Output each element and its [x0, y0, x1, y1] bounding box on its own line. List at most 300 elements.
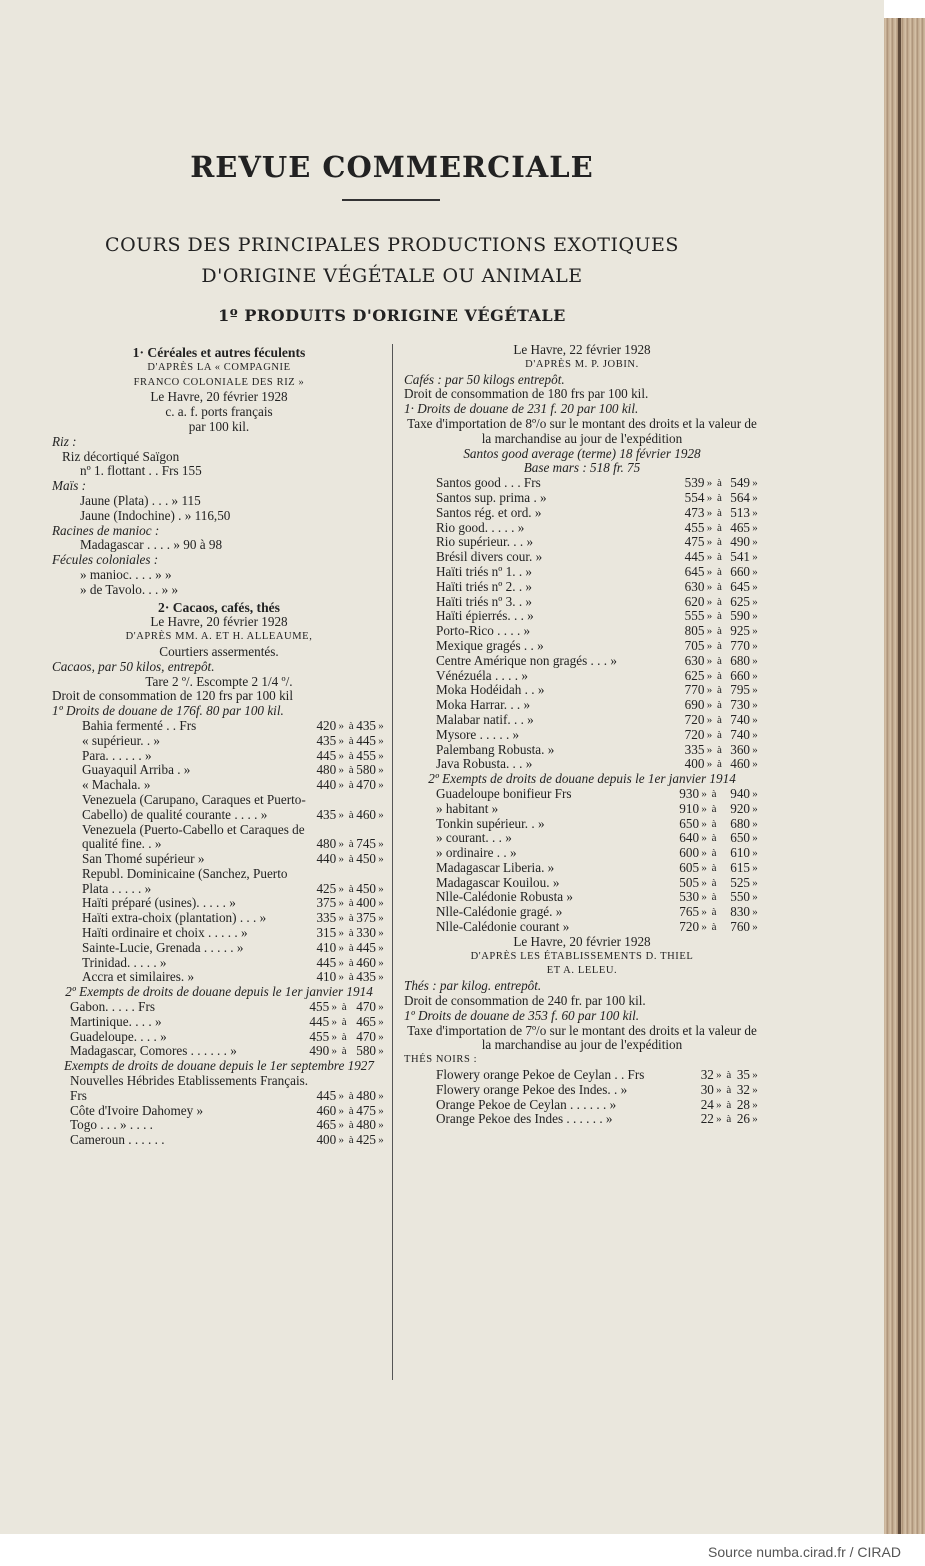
price-row — [404, 580, 760, 595]
price-name: Nlle-Calédonie Robusta » — [436, 889, 573, 905]
ditto-mark: » — [706, 551, 713, 564]
price-to: 425 — [356, 1132, 376, 1148]
price-name: Venezuela (Puerto-Cabello et Caraques de qualité fine. . » — [82, 821, 305, 852]
price-row — [404, 1083, 760, 1098]
cacaos-exempt2-table — [52, 1074, 386, 1148]
price-from: 410 — [316, 969, 337, 985]
price-row — [52, 749, 386, 764]
price-name: Malabar natif. . . » — [436, 711, 534, 727]
ditto-mark: » — [701, 921, 707, 934]
ditto-mark: » — [338, 927, 344, 940]
ditto-mark: » — [752, 817, 758, 830]
price-name: Santos rég. et ord. » — [436, 504, 542, 520]
price-name: Nlle-Calédonie gragé. » — [436, 904, 563, 920]
ditto-mark: » — [706, 595, 713, 608]
ditto-mark: » — [338, 734, 344, 747]
ditto-mark: » — [338, 808, 344, 821]
price-from: 720 — [684, 726, 705, 742]
ditto-mark: » — [378, 1030, 384, 1043]
price-from: 32 — [700, 1067, 714, 1083]
price-to: 925 — [730, 623, 750, 639]
price-name: Trinidad. . . . . » — [82, 954, 167, 970]
price-to: 550 — [730, 889, 750, 905]
price-name: Madagascar Liberia. » — [436, 859, 555, 875]
a-mark: à — [716, 491, 722, 504]
cacaos-exempt2-heading: Exempts de droits de douane depuis le 1er septembre 1927 — [64, 1058, 374, 1074]
ditto-mark: » — [701, 802, 707, 815]
manioc-label: Racines de manioc : — [52, 522, 160, 538]
price-row — [52, 778, 386, 793]
price-from: 505 — [679, 874, 700, 890]
ditto-mark: » — [752, 861, 758, 874]
ditto-mark: » — [716, 1083, 722, 1096]
ditto-mark: » — [752, 921, 758, 934]
ditto-mark: » — [378, 779, 384, 792]
price-to: 445 — [356, 939, 376, 955]
cacaos-terms-2: Tare 2 º/. Escompte 2 1/4 º/. — [145, 673, 293, 689]
ditto-mark: » — [752, 699, 758, 712]
price-row — [404, 595, 760, 610]
a-mark: à — [716, 654, 722, 667]
a-mark: à — [348, 1089, 354, 1102]
ditto-mark: » — [338, 971, 344, 984]
section-heading: 1º PRODUITS D'ORIGINE VÉGÉTALE — [218, 306, 566, 325]
price-to: 795 — [730, 682, 750, 698]
cacaos-date: Le Havre, 20 février 1928 — [150, 614, 288, 630]
a-mark: à — [716, 728, 722, 741]
price-name: Haïti extra-choix (plantation) . . . » — [82, 910, 267, 926]
a-mark: à — [716, 521, 722, 534]
price-row — [404, 728, 760, 743]
price-row — [52, 941, 386, 956]
price-to: 760 — [730, 919, 750, 935]
price-to: 465 — [730, 519, 750, 535]
price-row — [52, 852, 386, 867]
price-from: 539 — [684, 475, 705, 491]
ditto-mark: » — [752, 758, 758, 771]
price-name: Orange Pekoe des Indes . . . . . . » — [436, 1111, 613, 1127]
price-from: 490 — [309, 1043, 330, 1059]
ditto-mark: » — [752, 506, 758, 519]
price-from: 640 — [679, 830, 700, 846]
a-mark: à — [711, 832, 717, 845]
ditto-mark: » — [706, 565, 713, 578]
price-from: 410 — [316, 939, 337, 955]
price-to: 770 — [730, 637, 750, 653]
column-divider — [392, 344, 393, 1380]
price-from: 690 — [684, 697, 705, 713]
price-row — [52, 734, 386, 749]
ditto-mark: » — [378, 1015, 384, 1028]
ditto-mark: » — [752, 743, 758, 756]
ditto-mark: » — [331, 1045, 337, 1058]
ditto-mark: » — [752, 876, 758, 889]
ditto-mark: » — [378, 941, 384, 954]
price-name: Flowery orange Pekoe des Indes. . » — [436, 1081, 628, 1097]
price-name: Santos sup. prima . » — [436, 489, 547, 505]
cacaos-exempt-heading: 2º Exempts de droits de douane depuis le 1er janvier 1914 — [65, 984, 373, 1000]
ditto-mark: » — [378, 808, 384, 821]
ditto-mark: » — [752, 595, 758, 608]
price-name: « supérieur. . » — [82, 732, 161, 748]
a-mark: à — [726, 1113, 732, 1126]
price-name: Brésil divers cour. » — [436, 549, 543, 565]
cacaos-terms-3: Droit de consommation de 120 frs par 100 kil — [52, 688, 293, 704]
price-row — [52, 1133, 386, 1148]
ditto-mark: » — [378, 927, 384, 940]
price-to: 450 — [356, 880, 376, 896]
ditto-mark: » — [716, 1113, 722, 1126]
price-name: Rio good. . . . . » — [436, 519, 525, 535]
price-to: 940 — [730, 785, 750, 801]
price-to: 680 — [730, 652, 750, 668]
cafes-price-table — [404, 476, 760, 772]
cafes-terms-2: Droit de consommation de 180 frs par 100 kil. — [404, 386, 649, 402]
price-from: 620 — [684, 593, 705, 609]
ditto-mark: » — [752, 477, 758, 490]
price-name: Guayaquil Arriba . » — [82, 762, 191, 778]
price-from: 645 — [684, 563, 705, 579]
price-row — [404, 787, 760, 802]
ditto-mark: » — [338, 764, 344, 777]
a-mark: à — [348, 882, 354, 895]
ditto-mark: » — [338, 749, 344, 762]
thes-terms-1: Thés : par kilog. entrepôt. — [404, 978, 542, 994]
thes-duty: 1º Droits de douane de 353 f. 60 par 100 kil. — [404, 1007, 640, 1023]
cereales-heading: 1· Céréales et autres féculents — [132, 345, 306, 360]
a-mark: à — [348, 734, 354, 747]
a-mark: à — [348, 764, 354, 777]
price-row — [404, 713, 760, 728]
a-mark: à — [348, 1104, 354, 1117]
a-mark: à — [716, 713, 722, 726]
ditto-mark: » — [378, 734, 384, 747]
fecules-item-2: » de Tavolo. . . » » — [80, 581, 179, 597]
price-from: 455 — [309, 999, 330, 1015]
price-name: Haïti triés nº 3. . » — [436, 593, 533, 609]
price-row — [404, 743, 760, 758]
a-mark: à — [716, 595, 722, 608]
price-row — [52, 867, 386, 897]
price-from: 335 — [316, 910, 337, 926]
a-mark: à — [716, 625, 722, 638]
cereales-terms-1: c. a. f. ports français — [165, 404, 273, 420]
price-name: Venezuela (Carupano, Caraques et Puerto-Cabello) de qualité courante . . . . » — [82, 791, 306, 822]
a-mark: à — [341, 1045, 347, 1058]
cereales-terms-2: par 100 kil. — [188, 418, 250, 434]
cafes-date: Le Havre, 22 février 1928 — [513, 342, 651, 357]
mais-item-2: Jaune (Indochine) . » 116,50 — [80, 507, 231, 523]
ditto-mark: » — [752, 1113, 758, 1126]
price-from: 473 — [684, 504, 705, 520]
ditto-mark: » — [716, 1098, 722, 1111]
a-mark: à — [348, 897, 354, 910]
ditto-mark: » — [752, 521, 758, 534]
price-to: 680 — [730, 815, 750, 831]
price-to: 26 — [736, 1111, 750, 1127]
price-to: 375 — [356, 910, 376, 926]
price-from: 765 — [679, 904, 700, 920]
a-mark: à — [716, 743, 722, 756]
a-mark: à — [711, 876, 717, 889]
price-to: 740 — [730, 711, 750, 727]
price-row — [404, 521, 760, 536]
price-from: 425 — [316, 880, 337, 896]
price-to: 435 — [356, 969, 376, 985]
price-from: 435 — [316, 732, 337, 748]
price-name: Bahia fermenté . . Frs — [82, 717, 197, 733]
price-row — [404, 817, 760, 832]
left-column — [52, 343, 386, 1148]
fecules-label: Fécules coloniales : — [52, 552, 159, 568]
price-row — [404, 565, 760, 580]
a-mark: à — [716, 506, 722, 519]
page-edges — [884, 18, 925, 1534]
price-to: 615 — [730, 859, 750, 875]
ditto-mark: » — [752, 713, 758, 726]
price-from: 480 — [316, 836, 337, 852]
price-from: 530 — [679, 889, 700, 905]
ditto-mark: » — [701, 787, 707, 800]
price-name: Haïti triés nº 2. . » — [436, 578, 533, 594]
cacaos-price-table — [52, 719, 386, 985]
price-from: 440 — [316, 851, 337, 867]
price-from: 420 — [316, 717, 337, 733]
price-name: Mexique gragés . . » — [436, 637, 544, 653]
price-row — [404, 624, 760, 639]
cafes-duty: 1· Droits de douane de 231 f. 20 par 100 kil. — [404, 401, 639, 417]
cacaos-exempt-table — [52, 1000, 386, 1059]
price-from: 335 — [684, 741, 705, 757]
thes-date: Le Havre, 20 février 1928 — [513, 933, 651, 949]
ditto-mark: » — [706, 506, 713, 519]
price-to: 513 — [730, 504, 750, 520]
price-to: 580 — [356, 1043, 376, 1059]
price-row — [52, 823, 386, 853]
price-from: 465 — [316, 1117, 337, 1133]
right-column — [404, 343, 760, 1127]
price-to: 745 — [356, 836, 376, 852]
price-to: 360 — [730, 741, 750, 757]
cereales-source-2: FRANCO COLONIALE DES RIZ » — [133, 376, 305, 388]
price-name: Moka Harrar. . . » — [436, 697, 531, 713]
riz-label: Riz : — [52, 433, 77, 449]
price-name: Moka Hodéidah . . » — [436, 682, 545, 698]
ditto-mark: » — [706, 491, 713, 504]
price-name: » habitant » — [436, 800, 499, 816]
price-from: 22 — [700, 1111, 714, 1127]
price-to: 564 — [730, 489, 750, 505]
price-row — [404, 861, 760, 876]
price-from: 375 — [316, 895, 337, 911]
a-mark: à — [711, 861, 717, 874]
price-row — [52, 1015, 386, 1030]
ditto-mark: » — [378, 1089, 384, 1102]
a-mark: à — [348, 941, 354, 954]
price-row — [404, 698, 760, 713]
price-to: 541 — [730, 549, 750, 565]
a-mark: à — [348, 779, 354, 792]
cereales-date: Le Havre, 20 février 1928 — [150, 389, 288, 405]
price-from: 445 — [309, 1013, 330, 1029]
ditto-mark: » — [338, 941, 344, 954]
price-name: Mysore . . . . . » — [436, 726, 520, 742]
price-row — [404, 920, 760, 935]
thes-source-2: ET A. LELEU. — [546, 965, 618, 977]
price-to: 445 — [356, 732, 376, 748]
a-mark: à — [348, 912, 354, 925]
price-to: 645 — [730, 578, 750, 594]
price-row — [404, 654, 760, 669]
price-to: 480 — [356, 1117, 376, 1133]
ditto-mark: » — [378, 853, 384, 866]
price-to: 830 — [730, 904, 750, 920]
price-row — [404, 476, 760, 491]
price-row — [52, 719, 386, 734]
a-mark: à — [348, 971, 354, 984]
price-to: 435 — [356, 717, 376, 733]
cafes-tax: Taxe d'importation de 8º/o sur le montant des droits et la valeur de la marchandise au jour de l'expédition — [407, 415, 757, 446]
ditto-mark: » — [701, 817, 707, 830]
a-mark: à — [348, 749, 354, 762]
ditto-mark: » — [338, 838, 344, 851]
price-row — [52, 926, 386, 941]
ditto-mark: » — [706, 580, 713, 593]
a-mark: à — [716, 551, 722, 564]
riz-item-1: Riz décortiqué Saïgon — [62, 448, 180, 464]
a-mark: à — [716, 684, 722, 697]
price-row — [52, 1104, 386, 1119]
ditto-mark: » — [706, 654, 713, 667]
ditto-mark: » — [752, 728, 758, 741]
price-row — [52, 970, 386, 985]
a-mark: à — [711, 891, 717, 904]
price-row — [52, 1044, 386, 1059]
ditto-mark: » — [752, 625, 758, 638]
ditto-mark: » — [331, 1015, 337, 1028]
price-name: Guadeloupe. . . . » — [70, 1028, 167, 1044]
price-from: 554 — [684, 489, 705, 505]
a-mark: à — [348, 838, 354, 851]
a-mark: à — [348, 927, 354, 940]
price-to: 460 — [356, 806, 376, 822]
price-row — [52, 1118, 386, 1133]
ditto-mark: » — [378, 719, 384, 732]
price-row — [52, 956, 386, 971]
price-to: 470 — [356, 1028, 376, 1044]
ditto-mark: » — [338, 853, 344, 866]
price-row — [52, 1030, 386, 1045]
price-to: 549 — [730, 475, 750, 491]
mais-label: Maïs : — [52, 478, 87, 494]
price-to: 525 — [730, 874, 750, 890]
price-name: Republ. Dominicaine (Sanchez, Puerto Plata . . . . . » — [82, 865, 288, 896]
cacaos-source-1: D'APRÈS MM. A. ET H. ALLEAUME, — [125, 631, 313, 643]
ditto-mark: » — [701, 876, 707, 889]
ditto-mark: » — [752, 787, 758, 800]
price-from: 630 — [684, 652, 705, 668]
price-row — [404, 905, 760, 920]
a-mark: à — [726, 1069, 732, 1082]
ditto-mark: » — [701, 847, 707, 860]
ditto-mark: » — [706, 743, 713, 756]
ditto-mark: » — [338, 897, 344, 910]
price-name: Nlle-Calédonie courant » — [436, 919, 570, 935]
cafes-exempt-table — [404, 787, 760, 935]
thes-noirs-label: THÉS NOIRS : — [404, 1054, 478, 1066]
cafes-source: D'APRÈS M. P. JOBIN. — [525, 358, 639, 370]
ditto-mark: » — [706, 684, 713, 697]
ditto-mark: » — [338, 1104, 344, 1117]
a-mark: à — [711, 906, 717, 919]
price-from: 625 — [684, 667, 705, 683]
price-to: 455 — [356, 747, 376, 763]
a-mark: à — [726, 1098, 732, 1111]
price-from: 720 — [684, 711, 705, 727]
ditto-mark: » — [752, 565, 758, 578]
price-to: 450 — [356, 851, 376, 867]
price-row — [52, 763, 386, 778]
ditto-mark: » — [338, 719, 344, 732]
price-row — [404, 831, 760, 846]
ditto-mark: » — [706, 699, 713, 712]
price-from: 445 — [316, 1087, 337, 1103]
price-row — [404, 1098, 760, 1113]
price-to: 35 — [736, 1067, 750, 1083]
ditto-mark: » — [706, 521, 713, 534]
price-from: 720 — [679, 919, 700, 935]
ditto-mark: » — [752, 580, 758, 593]
price-name: Nouvelles Hébrides Etablissements Français. Frs — [70, 1073, 309, 1103]
price-name: » ordinaire . . » — [436, 845, 517, 861]
price-from: 445 — [316, 747, 337, 763]
cacaos-duty: 1º Droits de douane de 176f. 80 par 100 kil. — [52, 703, 284, 719]
a-mark: à — [341, 1001, 347, 1014]
ditto-mark: » — [706, 669, 713, 682]
price-name: Rio supérieur. . . » — [436, 534, 534, 550]
price-name: Haïti ordinaire et choix . . . . . » — [82, 925, 248, 941]
price-to: 660 — [730, 563, 750, 579]
ditto-mark: » — [752, 802, 758, 815]
ditto-mark: » — [706, 639, 713, 652]
price-to: 330 — [356, 925, 376, 941]
price-name: Martinique. . . . » — [70, 1013, 162, 1029]
ditto-mark: » — [752, 684, 758, 697]
a-mark: à — [711, 787, 717, 800]
price-row — [52, 911, 386, 926]
price-name: Vénézuéla . . . . » — [436, 667, 528, 683]
price-row — [404, 683, 760, 698]
ditto-mark: » — [378, 749, 384, 762]
ditto-mark: » — [752, 906, 758, 919]
price-to: 465 — [356, 1013, 376, 1029]
price-to: 490 — [730, 534, 750, 550]
a-mark: à — [711, 847, 717, 860]
price-from: 460 — [316, 1102, 337, 1118]
price-from: 705 — [684, 637, 705, 653]
price-name: Haïti triés nº 1. . » — [436, 563, 533, 579]
ditto-mark: » — [752, 1083, 758, 1096]
a-mark: à — [711, 802, 717, 815]
ditto-mark: » — [338, 1134, 344, 1147]
santos-base: Base mars : 518 fr. 75 — [523, 460, 641, 476]
price-to: 400 — [356, 895, 376, 911]
ditto-mark: » — [706, 610, 713, 623]
ditto-mark: » — [716, 1069, 722, 1082]
price-row — [404, 506, 760, 521]
ditto-mark: » — [752, 832, 758, 845]
price-from: 480 — [316, 762, 337, 778]
